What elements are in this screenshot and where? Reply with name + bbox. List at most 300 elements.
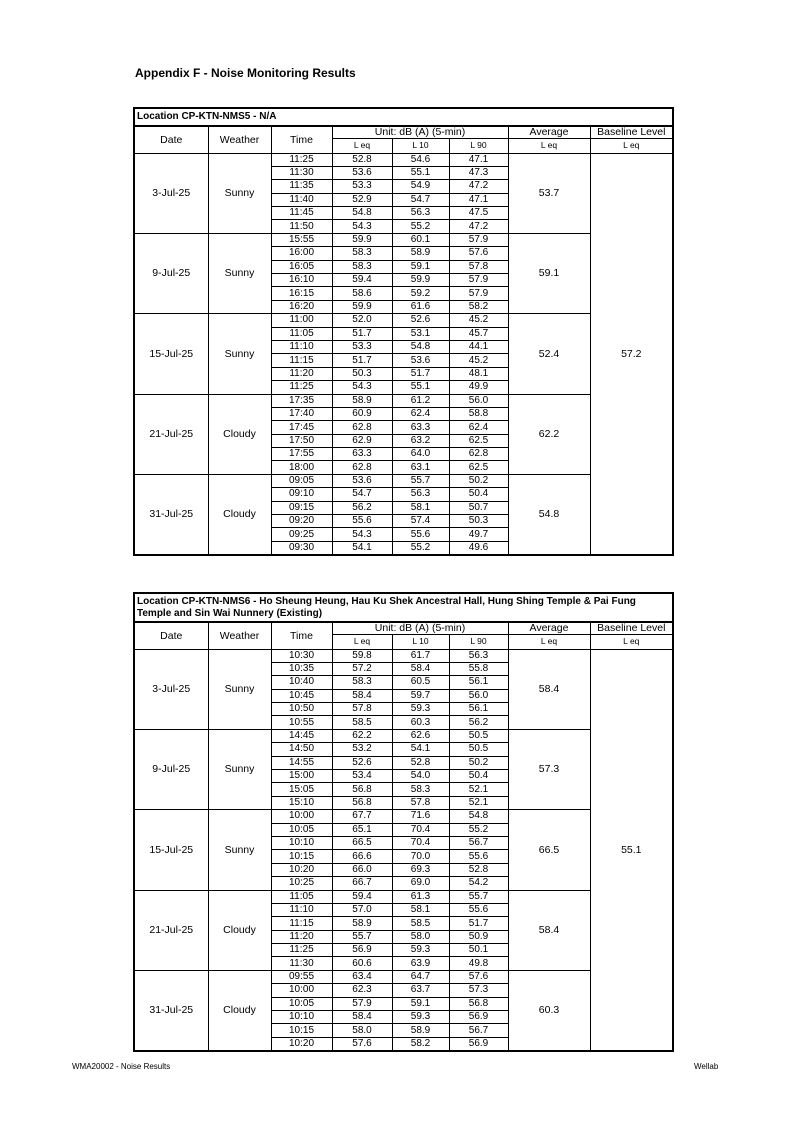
l10-cell: 51.7 — [392, 367, 449, 380]
l90-cell: 44.1 — [449, 340, 508, 353]
l10-cell: 63.3 — [392, 421, 449, 434]
time-cell: 11:05 — [271, 327, 332, 340]
time-cell: 11:25 — [271, 153, 332, 166]
l90-cell: 56.7 — [449, 836, 508, 849]
l90-cell: 57.9 — [449, 274, 508, 287]
noise-table-nms5 — [133, 107, 674, 556]
l10-cell: 61.7 — [392, 649, 449, 662]
l90-cell: 55.8 — [449, 662, 508, 675]
leq-cell: 58.4 — [332, 1011, 392, 1024]
l10-cell: 63.9 — [392, 957, 449, 970]
l90-cell: 47.2 — [449, 180, 508, 193]
leq-cell: 62.9 — [332, 434, 392, 447]
l90-cell: 45.2 — [449, 354, 508, 367]
time-cell: 11:20 — [271, 367, 332, 380]
time-cell: 14:45 — [271, 729, 332, 742]
l90-cell: 62.8 — [449, 448, 508, 461]
l90-cell: 56.0 — [449, 394, 508, 407]
header-l90: L 90 — [449, 138, 508, 153]
leq-cell: 54.3 — [332, 528, 392, 541]
l90-cell: 55.6 — [449, 850, 508, 863]
time-cell: 10:15 — [271, 850, 332, 863]
l90-cell: 56.9 — [449, 1037, 508, 1051]
l10-cell: 61.6 — [392, 300, 449, 313]
baseline-cell: 57.2 — [590, 153, 673, 555]
l90-cell: 50.4 — [449, 488, 508, 501]
leq-cell: 52.6 — [332, 756, 392, 769]
time-cell: 09:55 — [271, 970, 332, 983]
l90-cell: 57.9 — [449, 233, 508, 246]
leq-cell: 59.9 — [332, 300, 392, 313]
time-cell: 11:25 — [271, 381, 332, 394]
leq-cell: 53.6 — [332, 474, 392, 487]
time-cell: 16:00 — [271, 247, 332, 260]
time-cell: 11:10 — [271, 903, 332, 916]
weather-cell: Cloudy — [208, 474, 271, 555]
l90-cell: 51.7 — [449, 917, 508, 930]
time-cell: 17:45 — [271, 421, 332, 434]
weather-cell: Sunny — [208, 153, 271, 233]
leq-cell: 57.6 — [332, 1037, 392, 1051]
l10-cell: 53.6 — [392, 354, 449, 367]
l10-cell: 54.6 — [392, 153, 449, 166]
leq-cell: 53.4 — [332, 770, 392, 783]
time-cell: 10:15 — [271, 1024, 332, 1037]
table-row — [134, 153, 673, 166]
date-cell: 31-Jul-25 — [134, 970, 208, 1051]
l10-cell: 55.2 — [392, 541, 449, 555]
leq-cell: 56.8 — [332, 783, 392, 796]
time-cell: 17:40 — [271, 407, 332, 420]
l10-cell: 69.3 — [392, 863, 449, 876]
leq-cell: 56.2 — [332, 501, 392, 514]
l10-cell: 64.0 — [392, 448, 449, 461]
l10-cell: 60.1 — [392, 233, 449, 246]
time-cell: 10:20 — [271, 1037, 332, 1051]
l90-cell: 62.5 — [449, 461, 508, 474]
l10-cell: 55.2 — [392, 220, 449, 233]
l90-cell: 57.6 — [449, 247, 508, 260]
l10-cell: 62.4 — [392, 407, 449, 420]
l10-cell: 58.3 — [392, 783, 449, 796]
time-cell: 11:15 — [271, 354, 332, 367]
header-baseline: Baseline Level — [590, 622, 673, 634]
date-cell: 21-Jul-25 — [134, 394, 208, 474]
l90-cell: 45.2 — [449, 314, 508, 327]
average-cell: 54.8 — [508, 474, 590, 555]
date-cell: 31-Jul-25 — [134, 474, 208, 555]
date-cell: 3-Jul-25 — [134, 649, 208, 729]
weather-cell: Sunny — [208, 314, 271, 394]
l90-cell: 56.9 — [449, 1011, 508, 1024]
time-cell: 09:05 — [271, 474, 332, 487]
time-cell: 10:05 — [271, 997, 332, 1010]
time-cell: 09:15 — [271, 501, 332, 514]
header-weather: Weather — [208, 622, 271, 649]
date-cell: 9-Jul-25 — [134, 729, 208, 809]
date-cell: 9-Jul-25 — [134, 233, 208, 313]
leq-cell: 59.8 — [332, 649, 392, 662]
l10-cell: 59.9 — [392, 274, 449, 287]
l90-cell: 56.1 — [449, 676, 508, 689]
l90-cell: 50.2 — [449, 474, 508, 487]
time-cell: 18:00 — [271, 461, 332, 474]
l90-cell: 50.5 — [449, 729, 508, 742]
leq-cell: 59.9 — [332, 233, 392, 246]
leq-cell: 59.4 — [332, 274, 392, 287]
time-cell: 10:50 — [271, 703, 332, 716]
l10-cell: 58.1 — [392, 903, 449, 916]
leq-cell: 53.3 — [332, 180, 392, 193]
time-cell: 10:10 — [271, 836, 332, 849]
l10-cell: 58.5 — [392, 917, 449, 930]
leq-cell: 55.6 — [332, 515, 392, 528]
l10-cell: 70.0 — [392, 850, 449, 863]
l10-cell: 60.3 — [392, 716, 449, 729]
table-row — [134, 649, 673, 662]
average-cell: 59.1 — [508, 233, 590, 313]
l90-cell: 50.3 — [449, 515, 508, 528]
header-leq: L eq — [332, 634, 392, 649]
time-cell: 16:05 — [271, 260, 332, 273]
l10-cell: 71.6 — [392, 810, 449, 823]
header-baseline-leq: L eq — [590, 634, 673, 649]
l90-cell: 54.2 — [449, 877, 508, 890]
l90-cell: 55.2 — [449, 823, 508, 836]
l10-cell: 62.6 — [392, 729, 449, 742]
leq-cell: 58.5 — [332, 716, 392, 729]
leq-cell: 62.3 — [332, 984, 392, 997]
l90-cell: 45.7 — [449, 327, 508, 340]
leq-cell: 59.4 — [332, 890, 392, 903]
average-cell: 58.4 — [508, 890, 590, 970]
leq-cell: 58.9 — [332, 917, 392, 930]
time-cell: 09:20 — [271, 515, 332, 528]
l90-cell: 52.1 — [449, 796, 508, 809]
leq-cell: 65.1 — [332, 823, 392, 836]
l10-cell: 61.2 — [392, 394, 449, 407]
time-cell: 10:00 — [271, 984, 332, 997]
l90-cell: 47.5 — [449, 207, 508, 220]
time-cell: 14:55 — [271, 756, 332, 769]
l90-cell: 56.8 — [449, 997, 508, 1010]
leq-cell: 66.7 — [332, 877, 392, 890]
l10-cell: 54.8 — [392, 340, 449, 353]
l10-cell: 54.9 — [392, 180, 449, 193]
l90-cell: 50.7 — [449, 501, 508, 514]
average-cell: 53.7 — [508, 153, 590, 233]
leq-cell: 57.8 — [332, 703, 392, 716]
leq-cell: 58.0 — [332, 1024, 392, 1037]
l90-cell: 50.4 — [449, 770, 508, 783]
time-cell: 11:40 — [271, 193, 332, 206]
leq-cell: 58.3 — [332, 676, 392, 689]
l10-cell: 59.1 — [392, 260, 449, 273]
l90-cell: 55.7 — [449, 890, 508, 903]
location-row — [134, 593, 673, 622]
l10-cell: 53.1 — [392, 327, 449, 340]
l10-cell: 54.7 — [392, 193, 449, 206]
header-avg-leq: L eq — [508, 634, 590, 649]
l10-cell: 56.3 — [392, 488, 449, 501]
leq-cell: 66.5 — [332, 836, 392, 849]
header-row — [134, 126, 673, 138]
leq-cell: 58.9 — [332, 394, 392, 407]
l10-cell: 57.8 — [392, 796, 449, 809]
l90-cell: 50.1 — [449, 944, 508, 957]
leq-cell: 53.3 — [332, 340, 392, 353]
date-cell: 15-Jul-25 — [134, 810, 208, 890]
l90-cell: 56.0 — [449, 689, 508, 702]
time-cell: 10:30 — [271, 649, 332, 662]
l90-cell: 47.1 — [449, 153, 508, 166]
l10-cell: 63.2 — [392, 434, 449, 447]
leq-cell: 54.8 — [332, 207, 392, 220]
l10-cell: 59.3 — [392, 1011, 449, 1024]
l90-cell: 58.8 — [449, 407, 508, 420]
leq-cell: 53.2 — [332, 743, 392, 756]
header-baseline-leq: L eq — [590, 138, 673, 153]
l90-cell: 62.4 — [449, 421, 508, 434]
l10-cell: 59.1 — [392, 997, 449, 1010]
time-cell: 15:05 — [271, 783, 332, 796]
time-cell: 14:50 — [271, 743, 332, 756]
average-cell: 66.5 — [508, 810, 590, 890]
leq-cell: 51.7 — [332, 354, 392, 367]
l90-cell: 57.8 — [449, 260, 508, 273]
leq-cell: 58.3 — [332, 247, 392, 260]
time-cell: 17:50 — [271, 434, 332, 447]
l90-cell: 47.1 — [449, 193, 508, 206]
weather-cell: Sunny — [208, 649, 271, 729]
leq-cell: 57.0 — [332, 903, 392, 916]
l10-cell: 54.0 — [392, 770, 449, 783]
average-cell: 52.4 — [508, 314, 590, 394]
l90-cell: 62.5 — [449, 434, 508, 447]
time-cell: 11:25 — [271, 944, 332, 957]
leq-cell: 58.3 — [332, 260, 392, 273]
l10-cell: 55.7 — [392, 474, 449, 487]
weather-cell: Sunny — [208, 729, 271, 809]
time-cell: 11:00 — [271, 314, 332, 327]
date-cell: 15-Jul-25 — [134, 314, 208, 394]
header-row — [134, 622, 673, 634]
time-cell: 10:00 — [271, 810, 332, 823]
time-cell: 09:30 — [271, 541, 332, 555]
leq-cell: 54.3 — [332, 220, 392, 233]
time-cell: 10:25 — [271, 877, 332, 890]
header-avg-leq: L eq — [508, 138, 590, 153]
l90-cell: 50.9 — [449, 930, 508, 943]
l10-cell: 70.4 — [392, 836, 449, 849]
time-cell: 10:10 — [271, 1011, 332, 1024]
l10-cell: 58.0 — [392, 930, 449, 943]
time-cell: 10:20 — [271, 863, 332, 876]
time-cell: 11:50 — [271, 220, 332, 233]
leq-cell: 57.9 — [332, 997, 392, 1010]
time-cell: 16:10 — [271, 274, 332, 287]
l10-cell: 64.7 — [392, 970, 449, 983]
time-cell: 15:10 — [271, 796, 332, 809]
header-l90: L 90 — [449, 634, 508, 649]
time-cell: 10:45 — [271, 689, 332, 702]
time-cell: 15:55 — [271, 233, 332, 246]
noise-table-nms6 — [133, 592, 674, 1052]
l10-cell: 61.3 — [392, 890, 449, 903]
l10-cell: 63.7 — [392, 984, 449, 997]
l10-cell: 58.4 — [392, 662, 449, 675]
l10-cell: 57.4 — [392, 515, 449, 528]
weather-cell: Sunny — [208, 810, 271, 890]
time-cell: 11:45 — [271, 207, 332, 220]
l90-cell: 56.3 — [449, 649, 508, 662]
header-date: Date — [134, 126, 208, 153]
l90-cell: 55.6 — [449, 903, 508, 916]
location-title: Location CP-KTN-NMS6 - Ho Sheung Heung, Hau Ku Shek Ancestral Hall, Hung Shing Temple & Pai Fung Temple and Sin Wai Nunnery (Existing) — [134, 593, 673, 622]
header-leq: L eq — [332, 138, 392, 153]
time-cell: 09:25 — [271, 528, 332, 541]
time-cell: 11:05 — [271, 890, 332, 903]
l90-cell: 57.6 — [449, 970, 508, 983]
l10-cell: 55.1 — [392, 381, 449, 394]
l90-cell: 56.7 — [449, 1024, 508, 1037]
date-cell: 21-Jul-25 — [134, 890, 208, 970]
leq-cell: 52.0 — [332, 314, 392, 327]
date-cell: 3-Jul-25 — [134, 153, 208, 233]
location-title: Location CP-KTN-NMS5 - N/A — [134, 108, 673, 126]
leq-cell: 58.6 — [332, 287, 392, 300]
l10-cell: 60.5 — [392, 676, 449, 689]
time-cell: 11:30 — [271, 957, 332, 970]
average-cell: 60.3 — [508, 970, 590, 1051]
leq-cell: 54.7 — [332, 488, 392, 501]
leq-cell: 63.4 — [332, 970, 392, 983]
time-cell: 11:30 — [271, 166, 332, 179]
l90-cell: 56.2 — [449, 716, 508, 729]
time-cell: 17:55 — [271, 448, 332, 461]
average-cell: 62.2 — [508, 394, 590, 474]
l90-cell: 56.1 — [449, 703, 508, 716]
leq-cell: 62.2 — [332, 729, 392, 742]
leq-cell: 54.3 — [332, 381, 392, 394]
header-unit: Unit: dB (A) (5-min) — [332, 622, 508, 634]
time-cell: 11:35 — [271, 180, 332, 193]
leq-cell: 62.8 — [332, 421, 392, 434]
baseline-cell: 55.1 — [590, 649, 673, 1051]
header-time: Time — [271, 126, 332, 153]
l10-cell: 52.8 — [392, 756, 449, 769]
leq-cell: 56.9 — [332, 944, 392, 957]
l10-cell: 59.2 — [392, 287, 449, 300]
leq-cell: 53.6 — [332, 166, 392, 179]
location-row — [134, 108, 673, 126]
leq-cell: 54.1 — [332, 541, 392, 555]
leq-cell: 58.4 — [332, 689, 392, 702]
l90-cell: 58.2 — [449, 300, 508, 313]
time-cell: 10:35 — [271, 662, 332, 675]
footer-doc-ref: WMA20002 - Noise Results — [72, 1062, 171, 1071]
leq-cell: 63.3 — [332, 448, 392, 461]
leq-cell: 60.9 — [332, 407, 392, 420]
average-cell: 58.4 — [508, 649, 590, 729]
l10-cell: 59.3 — [392, 703, 449, 716]
weather-cell: Cloudy — [208, 970, 271, 1051]
weather-cell: Cloudy — [208, 890, 271, 970]
leq-cell: 51.7 — [332, 327, 392, 340]
l90-cell: 50.5 — [449, 743, 508, 756]
header-l10: L 10 — [392, 634, 449, 649]
time-cell: 16:20 — [271, 300, 332, 313]
time-cell: 11:20 — [271, 930, 332, 943]
leq-cell: 52.9 — [332, 193, 392, 206]
l10-cell: 55.1 — [392, 166, 449, 179]
time-cell: 11:10 — [271, 340, 332, 353]
l90-cell: 49.7 — [449, 528, 508, 541]
footer-company: Wellab — [694, 1062, 719, 1071]
time-cell: 11:15 — [271, 917, 332, 930]
leq-cell: 62.8 — [332, 461, 392, 474]
time-cell: 10:40 — [271, 676, 332, 689]
header-weather: Weather — [208, 126, 271, 153]
header-l10: L 10 — [392, 138, 449, 153]
l90-cell: 47.3 — [449, 166, 508, 179]
l90-cell: 49.6 — [449, 541, 508, 555]
leq-cell: 52.8 — [332, 153, 392, 166]
time-cell: 09:10 — [271, 488, 332, 501]
l10-cell: 56.3 — [392, 207, 449, 220]
header-average: Average — [508, 126, 590, 138]
l90-cell: 50.2 — [449, 756, 508, 769]
leq-cell: 56.8 — [332, 796, 392, 809]
header-time: Time — [271, 622, 332, 649]
time-cell: 10:55 — [271, 716, 332, 729]
l10-cell: 69.0 — [392, 877, 449, 890]
l10-cell: 58.1 — [392, 501, 449, 514]
l10-cell: 59.3 — [392, 944, 449, 957]
l10-cell: 52.6 — [392, 314, 449, 327]
l10-cell: 58.2 — [392, 1037, 449, 1051]
header-baseline: Baseline Level — [590, 126, 673, 138]
l10-cell: 58.9 — [392, 1024, 449, 1037]
l90-cell: 57.3 — [449, 984, 508, 997]
l90-cell: 49.9 — [449, 381, 508, 394]
time-cell: 16:15 — [271, 287, 332, 300]
weather-cell: Sunny — [208, 233, 271, 313]
page-title: Appendix F - Noise Monitoring Results — [135, 66, 356, 80]
weather-cell: Cloudy — [208, 394, 271, 474]
header-unit: Unit: dB (A) (5-min) — [332, 126, 508, 138]
l90-cell: 54.8 — [449, 810, 508, 823]
l10-cell: 58.9 — [392, 247, 449, 260]
l90-cell: 57.9 — [449, 287, 508, 300]
l10-cell: 59.7 — [392, 689, 449, 702]
l10-cell: 54.1 — [392, 743, 449, 756]
leq-cell: 50.3 — [332, 367, 392, 380]
l10-cell: 55.6 — [392, 528, 449, 541]
leq-cell: 67.7 — [332, 810, 392, 823]
leq-cell: 55.7 — [332, 930, 392, 943]
l90-cell: 47.2 — [449, 220, 508, 233]
leq-cell: 66.0 — [332, 863, 392, 876]
l10-cell: 70.4 — [392, 823, 449, 836]
leq-cell: 66.6 — [332, 850, 392, 863]
header-average: Average — [508, 622, 590, 634]
time-cell: 17:35 — [271, 394, 332, 407]
average-cell: 57.3 — [508, 729, 590, 809]
time-cell: 10:05 — [271, 823, 332, 836]
header-date: Date — [134, 622, 208, 649]
l90-cell: 52.1 — [449, 783, 508, 796]
